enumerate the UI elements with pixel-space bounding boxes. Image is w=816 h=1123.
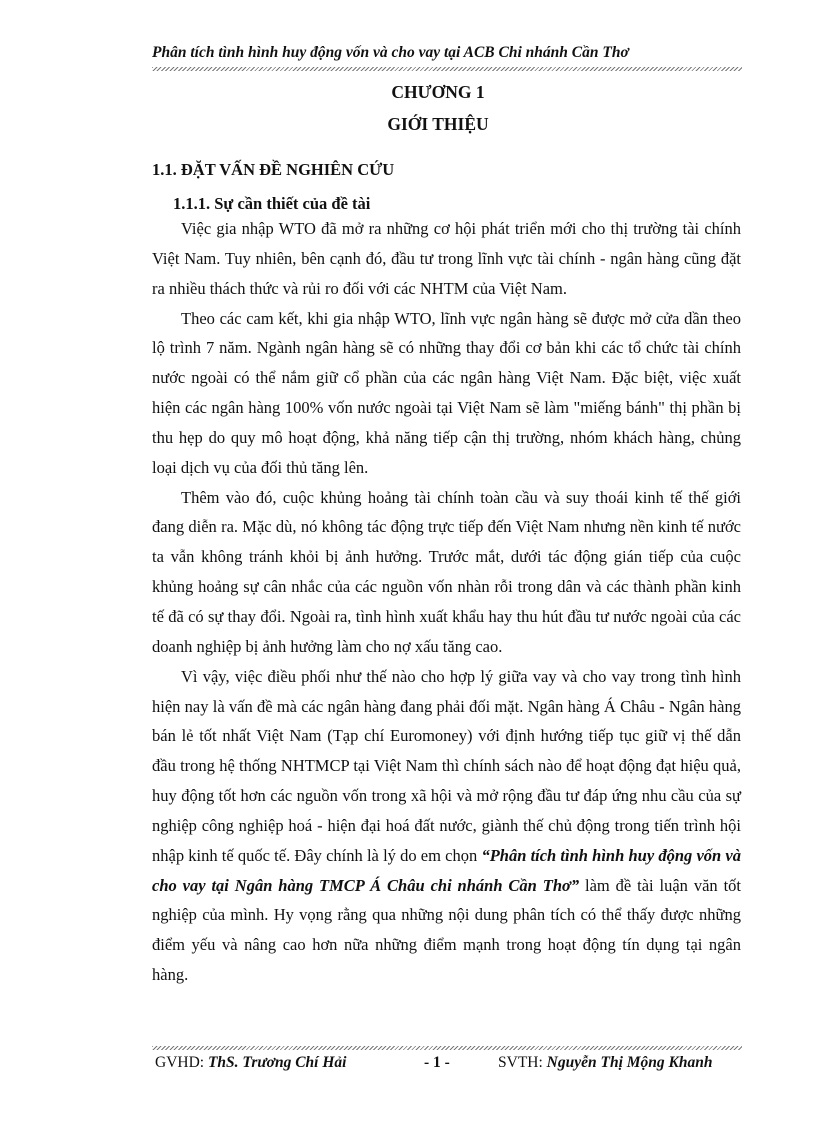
page-footer (152, 1054, 742, 1076)
advisor (155, 1054, 346, 1072)
chapter-title: GIỚI THIỆU (387, 114, 489, 134)
paragraph: Việc gia nhập WTO đã mở ra những cơ hội phát triển mới cho thị trường tài chính Việt Nam. Tuy nhiên, bên cạnh đó, đầu tư trong lĩnh vực tài chính - ngân hàng cũng đặt ra nhiều thách thức và rủi ro đối với các NHTM của Việt Nam. (152, 219, 741, 298)
page-number: - 1 - (424, 1054, 450, 1071)
student-name: Nguyễn Thị Mộng Khanh (546, 1054, 713, 1071)
paragraph-text: làm đề tài luận văn tốt nghiệp của mình. Hy vọng rằng qua những nội dung phân tích có thể thấy được những điểm yếu và nâng cao hơn nữa những điểm mạnh trong hoạt động tín dụng tại ngân hàng. (152, 875, 741, 985)
footer-divider (152, 1046, 742, 1050)
subsection-heading: 1.1.1. Sự cần thiết của đề tài (173, 194, 371, 213)
paragraph (152, 662, 741, 990)
student-label: SVTH: (498, 1054, 547, 1071)
paragraph-text: Vì vậy, việc điều phối như thế nào cho hợp lý giữa vay và cho vay trong tình hình hiện nay là vấn đề mà các ngân hàng đang phải đối mặt. Ngân hàng Á Châu - Ngân hàng bán lẻ tốt nhất Việt Nam (Tạp chí Euromoney) với định hướng tiếp tục giữ vị thế dẫn đầu trong hệ thống NHTMCP tại Việt Nam thì chính sách nào để hoạt động đạt hiệu quả, huy động tốt hơn các nguồn vốn trong xã hội và mở rộng đầu tư đáp ứng nhu cầu của sự nghiệp công nghiệp hoá - hiện đại hoá đất nước, giành thế chủ động trong tiến trình hội nhập kinh tế quốc tế. Đây chính là lý do em chọn (152, 666, 741, 865)
student (498, 1054, 713, 1072)
header-divider (152, 67, 742, 71)
section-heading: 1.1. ĐẶT VẤN ĐỀ NGHIÊN CỨU (152, 160, 395, 179)
advisor-label: GVHD: (155, 1054, 208, 1071)
paragraph: Thêm vào đó, cuộc khủng hoảng tài chính toàn cầu và suy thoái kinh tế thế giới đang diễn ra. Mặc dù, nó không tác động trực tiếp đến Việt Nam nhưng nền kinh tế nước ta vẫn không tránh khỏi bị ảnh hưởng. Trước mắt, dưới tác động gián tiếp của cuộc khủng hoảng sự cân nhắc của các nguồn vốn nhàn rỗi trong dân và các thành phần kinh tế đã có sự thay đổi. Ngoài ra, tình hình xuất khẩu hay thu hút đầu tư nước ngoài của các doanh nghiệp bị ảnh hưởng làm cho nợ xấu tăng cao. (152, 487, 741, 656)
chapter-number: CHƯƠNG 1 (391, 82, 485, 102)
body-text (152, 214, 741, 990)
advisor-name: ThS. Trương Chí Hải (207, 1054, 347, 1071)
running-header-title: Phân tích tình hình huy động vốn và cho vay tại ACB Chi nhánh Cần Thơ (152, 44, 629, 61)
thesis-title: “Phân tích tình hình huy động vốn và cho vay tại Ngân hàng TMCP Á Châu chi nhánh Cần Thơ” (152, 845, 741, 895)
paragraph: Theo các cam kết, khi gia nhập WTO, lĩnh vực ngân hàng sẽ được mở cửa dần theo lộ trình 7 năm. Ngành ngân hàng sẽ có những thay đổi cơ bản khi các tổ chức tài chính nước ngoài có thể nắm giữ cổ phần của các ngân hàng Việt Nam. Đặc biệt, việc xuất hiện các ngân hàng 100% vốn nước ngoài tại Việt Nam sẽ làm "miếng bánh" thị phần bị thu hẹp do quy mô hoạt động, khả năng tiếp cận thị trường, nhóm khách hàng, chủng loại dịch vụ của đối thủ tăng lên. (152, 308, 741, 477)
